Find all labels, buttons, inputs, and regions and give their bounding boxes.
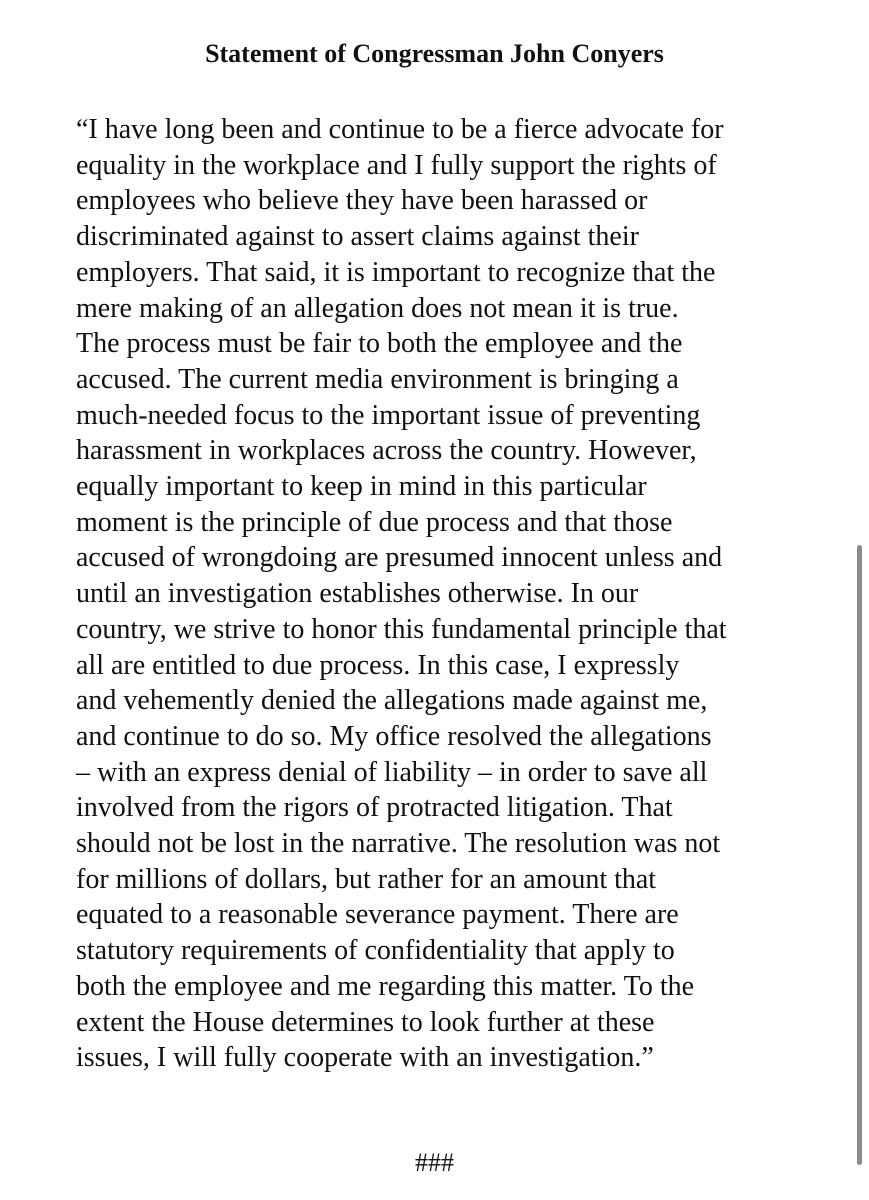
statement-line: country, we strive to honor this fundamental principle that <box>76 613 727 645</box>
vertical-scrollbar-thumb[interactable] <box>857 545 862 1165</box>
statement-line: employers. That said, it is important to recognize that the <box>76 256 716 288</box>
statement-line: harassment in workplaces across the country. However, <box>76 435 697 467</box>
statement-line: much-needed focus to the important issue of preventing <box>76 399 701 431</box>
statement-body <box>76 112 846 1076</box>
statement-line: discriminated against to assert claims against their <box>76 221 639 253</box>
end-mark: ### <box>415 1148 454 1177</box>
statement-title: Statement of Congressman John Conyers <box>205 39 664 68</box>
statement-line: extent the House determines to look further at these <box>76 1006 655 1038</box>
statement-line: accused of wrongdoing are presumed innocent unless and <box>76 542 723 574</box>
statement-line: employees who believe they have been harassed or <box>76 185 648 217</box>
statement-line: accused. The current media environment is bringing a <box>76 363 679 395</box>
statement-line: moment is the principle of due process and that those <box>76 506 673 538</box>
statement-line: all are entitled to due process. In this case, I expressly <box>76 649 680 681</box>
statement-line: both the employee and me regarding this matter. To the <box>76 970 695 1002</box>
statement-line: should not be lost in the narrative. The resolution was not <box>76 828 721 860</box>
statement-line: and vehemently denied the allegations made against me, <box>76 685 708 717</box>
statement-line: The process must be fair to both the employee and the <box>76 328 683 360</box>
statement-line: involved from the rigors of protracted litigation. That <box>76 792 673 824</box>
statement-line: equally important to keep in mind in this particular <box>76 471 647 503</box>
statement-line: and continue to do so. My office resolved the allegations <box>76 720 712 752</box>
statement-line: “I have long been and continue to be a fierce advocate for <box>76 114 724 145</box>
statement-line: equality in the workplace and I fully support the rights of <box>76 149 717 181</box>
statement-line: issues, I will fully cooperate with an investigation.” <box>76 1042 654 1074</box>
statement-line: mere making of an allegation does not mean it is true. <box>76 292 679 324</box>
statement-line: equated to a reasonable severance payment. There are <box>76 899 679 931</box>
statement-line: – with an express denial of liability – in order to save all <box>76 756 708 788</box>
statement-line: statutory requirements of confidentiality that apply to <box>76 935 675 967</box>
statement-line: for millions of dollars, but rather for an amount that <box>76 863 657 895</box>
statement-line: until an investigation establishes otherwise. In our <box>76 578 639 610</box>
